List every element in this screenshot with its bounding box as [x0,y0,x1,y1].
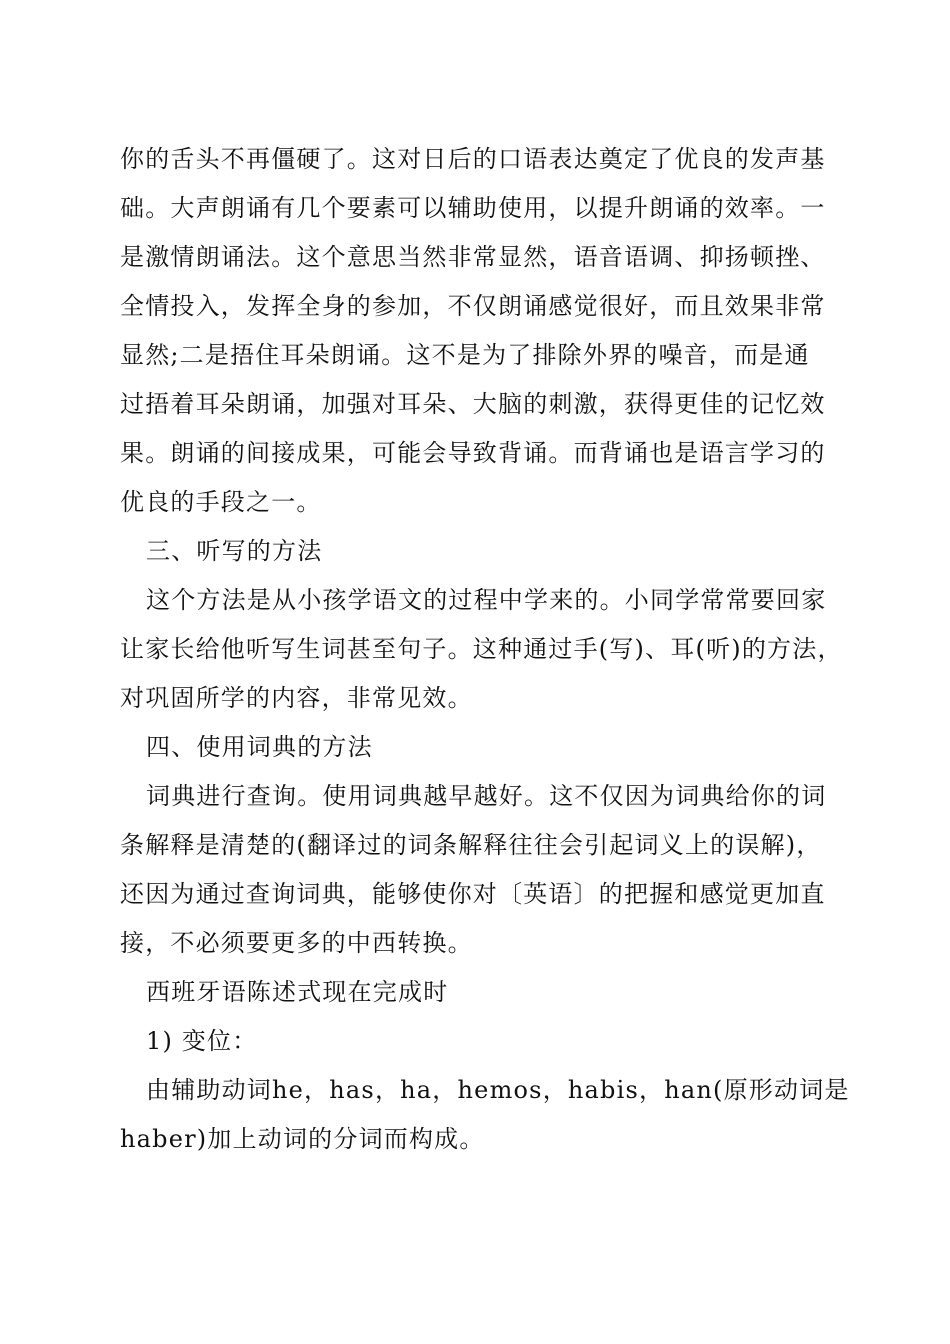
section-heading-dictation: 三、听写的方法 [146,537,323,565]
paragraph-line: 全情投入，发挥全身的参加，不仅朗诵感觉很好，而且效果非常 [120,292,826,320]
paragraph-line: 条解释是清楚的(翻译过的词条解释往往会引起词义上的误解)， [120,831,822,859]
paragraph-line: 果。朗诵的间接成果，可能会导致背诵。而背诵也是语言学习的 [120,439,826,467]
section-heading-dictionary: 四、使用词典的方法 [146,733,373,761]
paragraph-line: 础。大声朗诵有几个要素可以辅助使用，以提升朗诵的效率。一 [120,194,826,222]
paragraph-line: 显然;二是捂住耳朵朗诵。这不是为了排除外界的噪音，而是通 [120,341,810,369]
paragraph-line: 还因为通过查询词典，能够使你对〔英语〕的把握和感觉更加直 [120,880,826,908]
paragraph-line: 这个方法是从小孩学语文的过程中学来的。小同学常常要回家 [146,586,827,614]
paragraph-line: 词典进行查询。使用词典越早越好。这不仅因为词典给你的词 [146,782,827,810]
paragraph-line: 你的舌头不再僵硬了。这对日后的口语表达奠定了优良的发声基 [120,145,826,173]
paragraph-line: 接，不必须要更多的中西转换。 [120,929,473,957]
paragraph-line: 是激情朗诵法。这个意思当然非常显然，语音语调、抑扬顿挫、 [120,243,826,271]
paragraph-line: 过捂着耳朵朗诵，加强对耳朵、大脑的刺激，获得更佳的记忆效 [120,390,826,418]
subheading-conjugation: 1) 变位： [146,1027,258,1055]
paragraph-line: 让家长给他听写生词甚至句子。这种通过手(写)、耳(听)的方法， [120,635,843,663]
paragraph-line: 对巩固所学的内容，非常见效。 [120,684,473,712]
paragraph-line: haber)加上动词的分词而构成。 [120,1125,485,1153]
paragraph-line: 由辅助动词he，has，ha，hemos，habis，han(原形动词是 [146,1076,850,1104]
section-heading-spanish-tense: 西班牙语陈述式现在完成时 [146,978,449,1006]
paragraph-line: 优良的手段之一。 [120,488,322,516]
